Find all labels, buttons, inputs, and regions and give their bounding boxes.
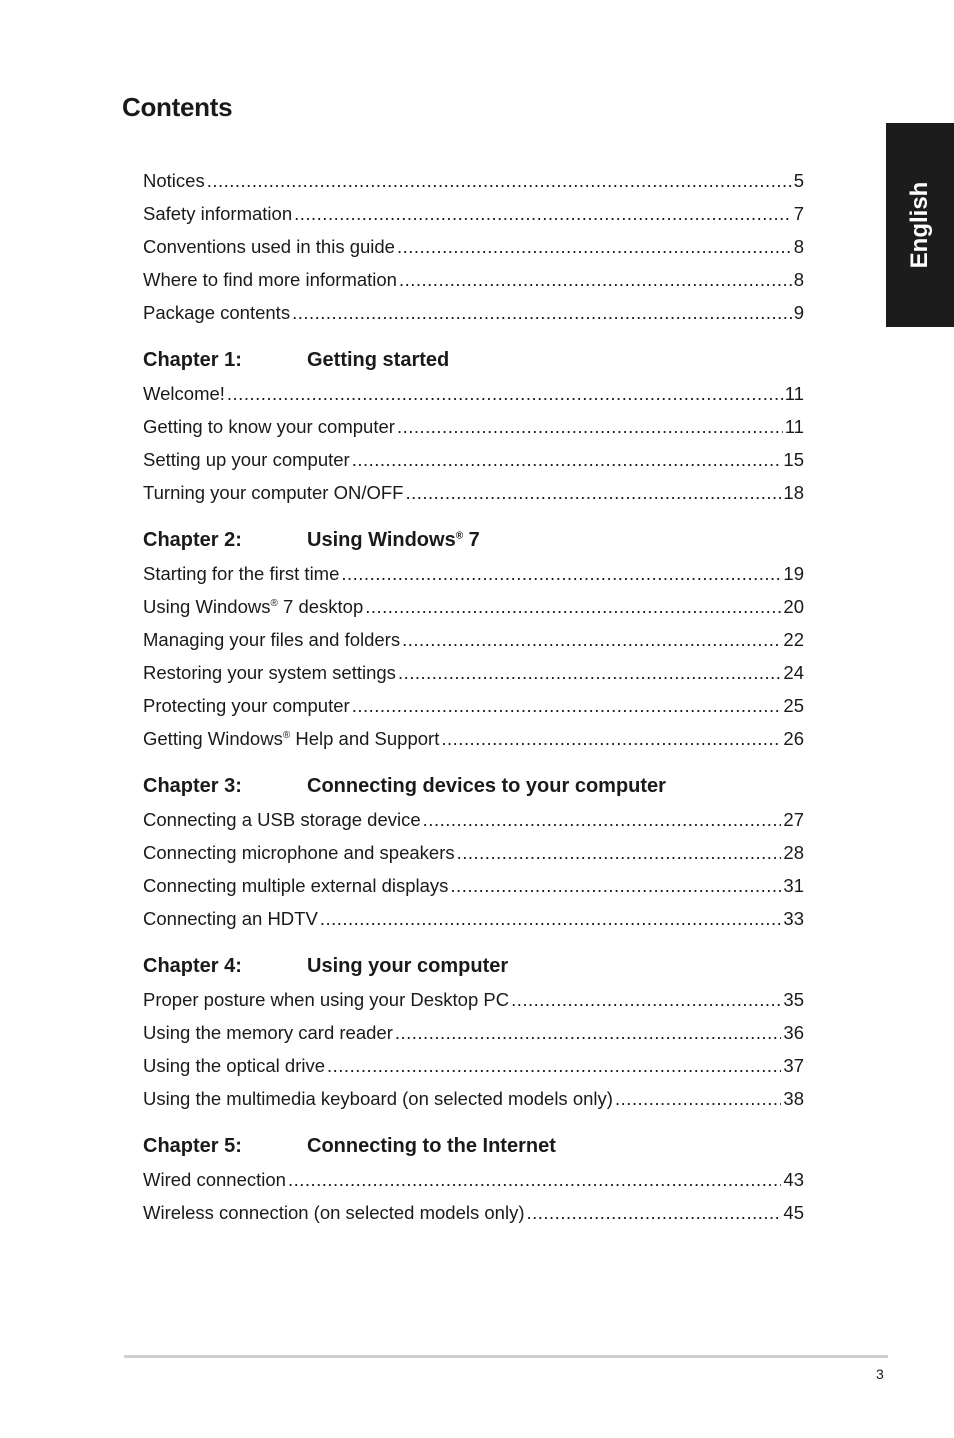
toc-entry[interactable] <box>143 1196 804 1229</box>
toc-entry-label: Managing your files and folders <box>143 629 401 650</box>
toc-entry-page: 15 <box>783 449 804 470</box>
dot-leader <box>365 590 781 623</box>
toc-entry-label: Wireless connection (on selected models only) <box>143 1202 525 1223</box>
dot-leader <box>294 197 792 230</box>
toc-entry[interactable] <box>143 656 804 689</box>
toc-entry-label: Safety information <box>143 203 293 224</box>
toc-entry[interactable] <box>143 263 804 296</box>
dot-leader <box>395 1016 782 1049</box>
toc-entry-page: 24 <box>783 662 804 683</box>
toc-entry-page: 8 <box>793 236 804 257</box>
toc-entry-label: Getting to know your computer <box>143 416 395 437</box>
toc-entry-label: Conventions used in this guide <box>143 236 395 257</box>
page-number: 3 <box>876 1366 884 1382</box>
dot-leader <box>399 263 792 296</box>
toc-entry-page: 19 <box>783 563 804 584</box>
toc-entry-label: Turning your computer ON/OFF <box>143 482 404 503</box>
toc-entry-page: 45 <box>783 1202 804 1223</box>
toc-entry-label: Connecting a USB storage device <box>143 809 421 830</box>
toc-entry-page: 28 <box>783 842 804 863</box>
toc-entry-label: Using the memory card reader <box>143 1022 393 1043</box>
dot-leader <box>327 1049 781 1082</box>
toc-entry-page: 5 <box>793 170 804 191</box>
dot-leader <box>526 1196 781 1229</box>
chapter-title-text: Using Windows <box>307 529 456 551</box>
toc-entry-page: 22 <box>783 629 804 650</box>
toc-entry-label: Notices <box>143 170 205 191</box>
dot-leader <box>423 803 782 836</box>
chapter-title: Using your computer <box>307 955 509 977</box>
toc-entry-label: Connecting multiple external displays <box>143 875 449 896</box>
toc-entry[interactable] <box>143 803 804 836</box>
chapter-heading[interactable] <box>143 770 804 803</box>
toc-entry-label: Setting up your computer <box>143 449 350 470</box>
toc-entry-page: 25 <box>783 695 804 716</box>
toc-entry-page: 27 <box>783 809 804 830</box>
toc-entry-label: Connecting microphone and speakers <box>143 842 455 863</box>
toc-entry-label: Starting for the first time <box>143 563 340 584</box>
toc-entry[interactable] <box>143 164 804 197</box>
chapter-title: Connecting devices to your computer <box>307 775 666 797</box>
toc-entry[interactable] <box>143 230 804 263</box>
toc-entry-label: Proper posture when using your Desktop PC <box>143 989 510 1010</box>
toc-entry-label: Using the optical drive <box>143 1055 326 1076</box>
registered-mark: ® <box>282 729 291 741</box>
dot-leader <box>397 410 783 443</box>
toc-entry-page: 33 <box>783 908 804 929</box>
dot-leader <box>227 377 783 410</box>
toc-entry-page: 18 <box>783 482 804 503</box>
toc-entry-page: 35 <box>783 989 804 1010</box>
toc-entry-label: Connecting an HDTV <box>143 908 318 929</box>
toc-entry[interactable] <box>143 443 804 476</box>
toc-entry[interactable] <box>143 1082 804 1115</box>
toc-entry-label <box>143 722 439 755</box>
dot-leader <box>288 1163 781 1196</box>
dot-leader <box>397 230 792 263</box>
toc-entry-label: Package contents <box>143 302 291 323</box>
dot-leader <box>450 869 781 902</box>
toc-entry[interactable] <box>143 1163 804 1196</box>
dot-leader <box>292 296 792 329</box>
toc-entry-page: 9 <box>793 302 804 323</box>
chapter-heading[interactable] <box>143 344 804 377</box>
toc-entry[interactable] <box>143 902 804 935</box>
chapter-heading[interactable] <box>143 524 804 557</box>
chapter-heading[interactable] <box>143 1130 804 1163</box>
toc-entry-page: 20 <box>783 596 804 617</box>
toc-entry-page: 31 <box>783 875 804 896</box>
toc-entry-label: Protecting your computer <box>143 695 350 716</box>
toc-entry[interactable] <box>143 623 804 656</box>
toc-entry[interactable] <box>143 377 804 410</box>
toc-entry-label: Restoring your system settings <box>143 662 396 683</box>
chapter-number: Chapter 4: <box>143 955 242 977</box>
toc-entry-page: 26 <box>783 728 804 749</box>
toc-entry[interactable] <box>143 590 804 623</box>
toc-entry-label-text: Getting Windows <box>143 728 283 749</box>
toc-entry[interactable] <box>143 689 804 722</box>
chapter-title: Connecting to the Internet <box>307 1135 556 1157</box>
toc-entry-label: Using the multimedia keyboard (on selected models only) <box>143 1088 613 1109</box>
toc-entry-page: 11 <box>784 383 804 404</box>
dot-leader <box>405 476 781 509</box>
dot-leader <box>352 443 782 476</box>
toc-entry-page: 37 <box>783 1055 804 1076</box>
toc-entry[interactable] <box>143 197 804 230</box>
toc-entry-label: Where to find more information <box>143 269 397 290</box>
toc-entry-page: 38 <box>783 1088 804 1109</box>
toc-entry-page: 11 <box>784 416 804 437</box>
toc-entry[interactable] <box>143 722 804 755</box>
toc-entry-page: 36 <box>783 1022 804 1043</box>
toc-entry[interactable] <box>143 869 804 902</box>
chapter-title-suffix: 7 <box>463 529 480 551</box>
table-of-contents <box>143 164 804 1229</box>
toc-entry[interactable] <box>143 1016 804 1049</box>
chapter-number: Chapter 2: <box>143 529 242 551</box>
toc-entry-page: 7 <box>793 203 804 224</box>
dot-leader <box>320 902 782 935</box>
dot-leader <box>352 689 782 722</box>
toc-entry[interactable] <box>143 983 804 1016</box>
language-tab <box>886 123 954 327</box>
chapter-title <box>307 524 480 557</box>
dot-leader <box>398 656 781 689</box>
toc-entry-label-suffix: 7 desktop <box>277 596 364 617</box>
toc-entry[interactable] <box>143 296 804 329</box>
chapter-title: Getting started <box>307 349 450 371</box>
toc-entry-label <box>143 590 363 623</box>
toc-entry-label: Welcome! <box>143 383 225 404</box>
dot-leader <box>457 836 782 869</box>
chapter-heading[interactable] <box>143 950 804 983</box>
dot-leader <box>341 557 781 590</box>
registered-mark: ® <box>270 597 278 609</box>
toc-entry-page: 43 <box>783 1169 804 1190</box>
toc-entry-label-text: Using Windows <box>143 596 271 617</box>
footer-rule <box>124 1355 888 1358</box>
dot-leader <box>511 983 781 1016</box>
chapter-number: Chapter 5: <box>143 1135 242 1157</box>
toc-entry[interactable] <box>143 836 804 869</box>
toc-entry-page: 8 <box>793 269 804 290</box>
toc-entry[interactable] <box>143 1049 804 1082</box>
language-tab-label: English <box>906 181 933 269</box>
dot-leader <box>207 164 792 197</box>
page-title: Contents <box>122 92 233 122</box>
dot-leader <box>402 623 781 656</box>
toc-entry-label: Wired connection <box>143 1169 286 1190</box>
dot-leader <box>615 1082 781 1115</box>
toc-entry-label-suffix: Help and Support <box>290 728 440 749</box>
chapter-number: Chapter 1: <box>143 349 242 371</box>
registered-mark: ® <box>455 530 464 542</box>
toc-entry[interactable] <box>143 476 804 509</box>
chapter-number: Chapter 3: <box>143 775 242 797</box>
toc-entry[interactable] <box>143 557 804 590</box>
dot-leader <box>441 722 781 755</box>
toc-entry[interactable] <box>143 410 804 443</box>
